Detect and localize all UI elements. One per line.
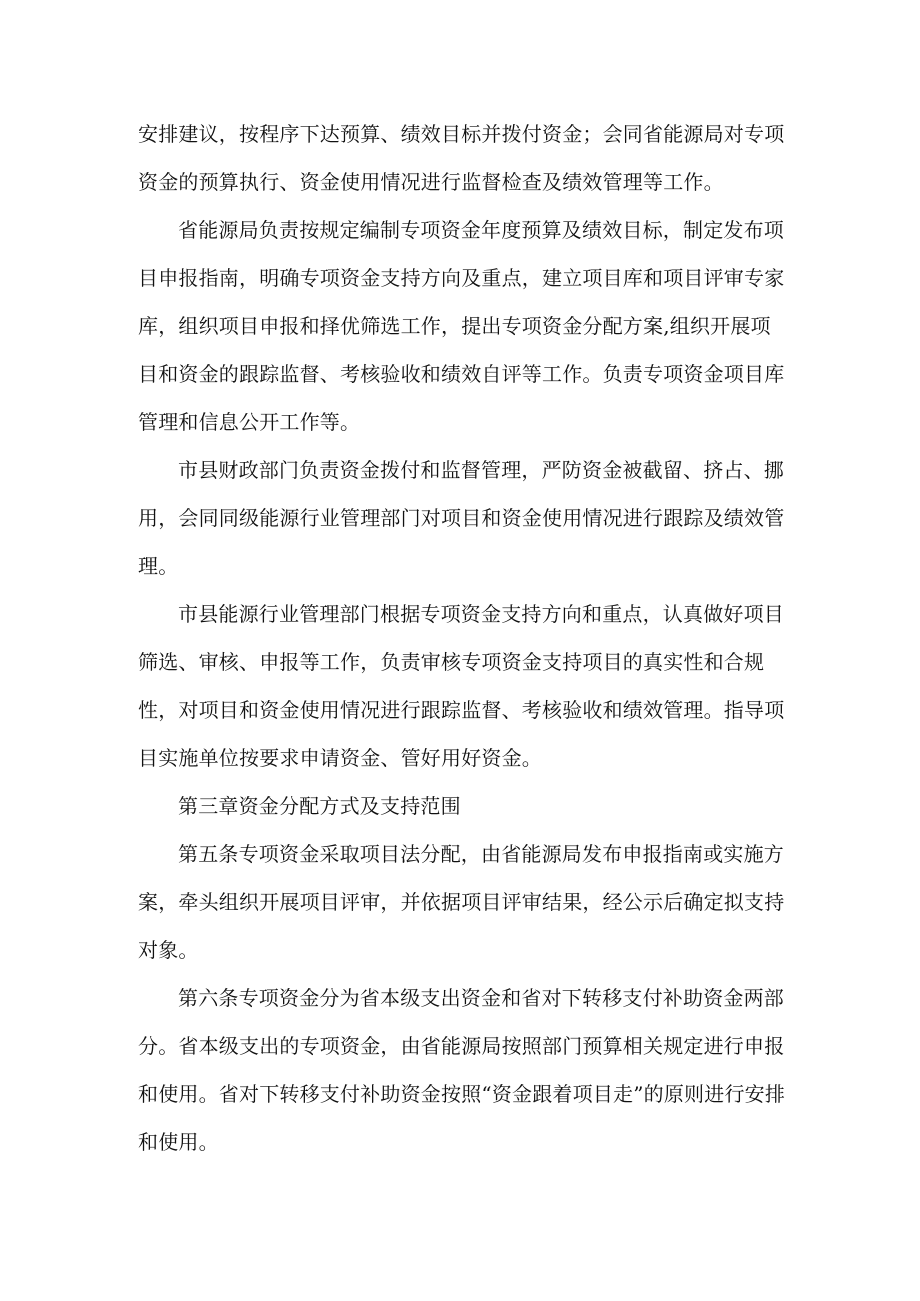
paragraph-1: 安排建议，按程序下达预算、绩效目标并拨付资金；会同省能源局对专项资金的预算执行、资金使用情况进行监督检查及绩效管理等工作。 xyxy=(138,122,785,194)
chapter-heading: 第三章资金分配方式及支持范围 xyxy=(178,794,461,818)
article-5: 第五条专项资金采取项目法分配，由省能源局发布申报指南或实施方案，牵头组织开展项目评审，并依据项目评审结果，经公示后确定拟支持对象。 xyxy=(138,842,785,962)
paragraph-4: 市县能源行业管理部门根据专项资金支持方向和重点，认真做好项目筛选、审核、申报等工作，负责审核专项资金支持项目的真实性和合规性，对项目和资金使用情况进行跟踪监督、考核验收和绩效管理。指导项目实施单位按要求申请资金、管好用好资金。 xyxy=(138,602,785,770)
document-body xyxy=(138,110,788,1166)
paragraph-2: 省能源局负责按规定编制专项资金年度预算及绩效目标，制定发布项目申报指南，明确专项资金支持方向及重点，建立项目库和项目评审专家库，组织项目申报和择优筛选工作，提出专项资金分配方案,组织开展项目和资金的跟踪监督、考核验收和绩效自评等工作。负责专项资金项目库管理和信息公开工作等。 xyxy=(138,218,785,434)
article-6: 第六条专项资金分为省本级支出资金和省对下转移支付补助资金两部分。省本级支出的专项资金，由省能源局按照部门预算相关规定进行申报和使用。省对下转移支付补助资金按照“资金跟着项目走”的原则进行安排和使用。 xyxy=(138,986,786,1154)
paragraph-3: 市县财政部门负责资金拨付和监督管理，严防资金被截留、挤占、挪用，会同同级能源行业管理部门对项目和资金使用情况进行跟踪及绩效管理。 xyxy=(138,458,785,578)
